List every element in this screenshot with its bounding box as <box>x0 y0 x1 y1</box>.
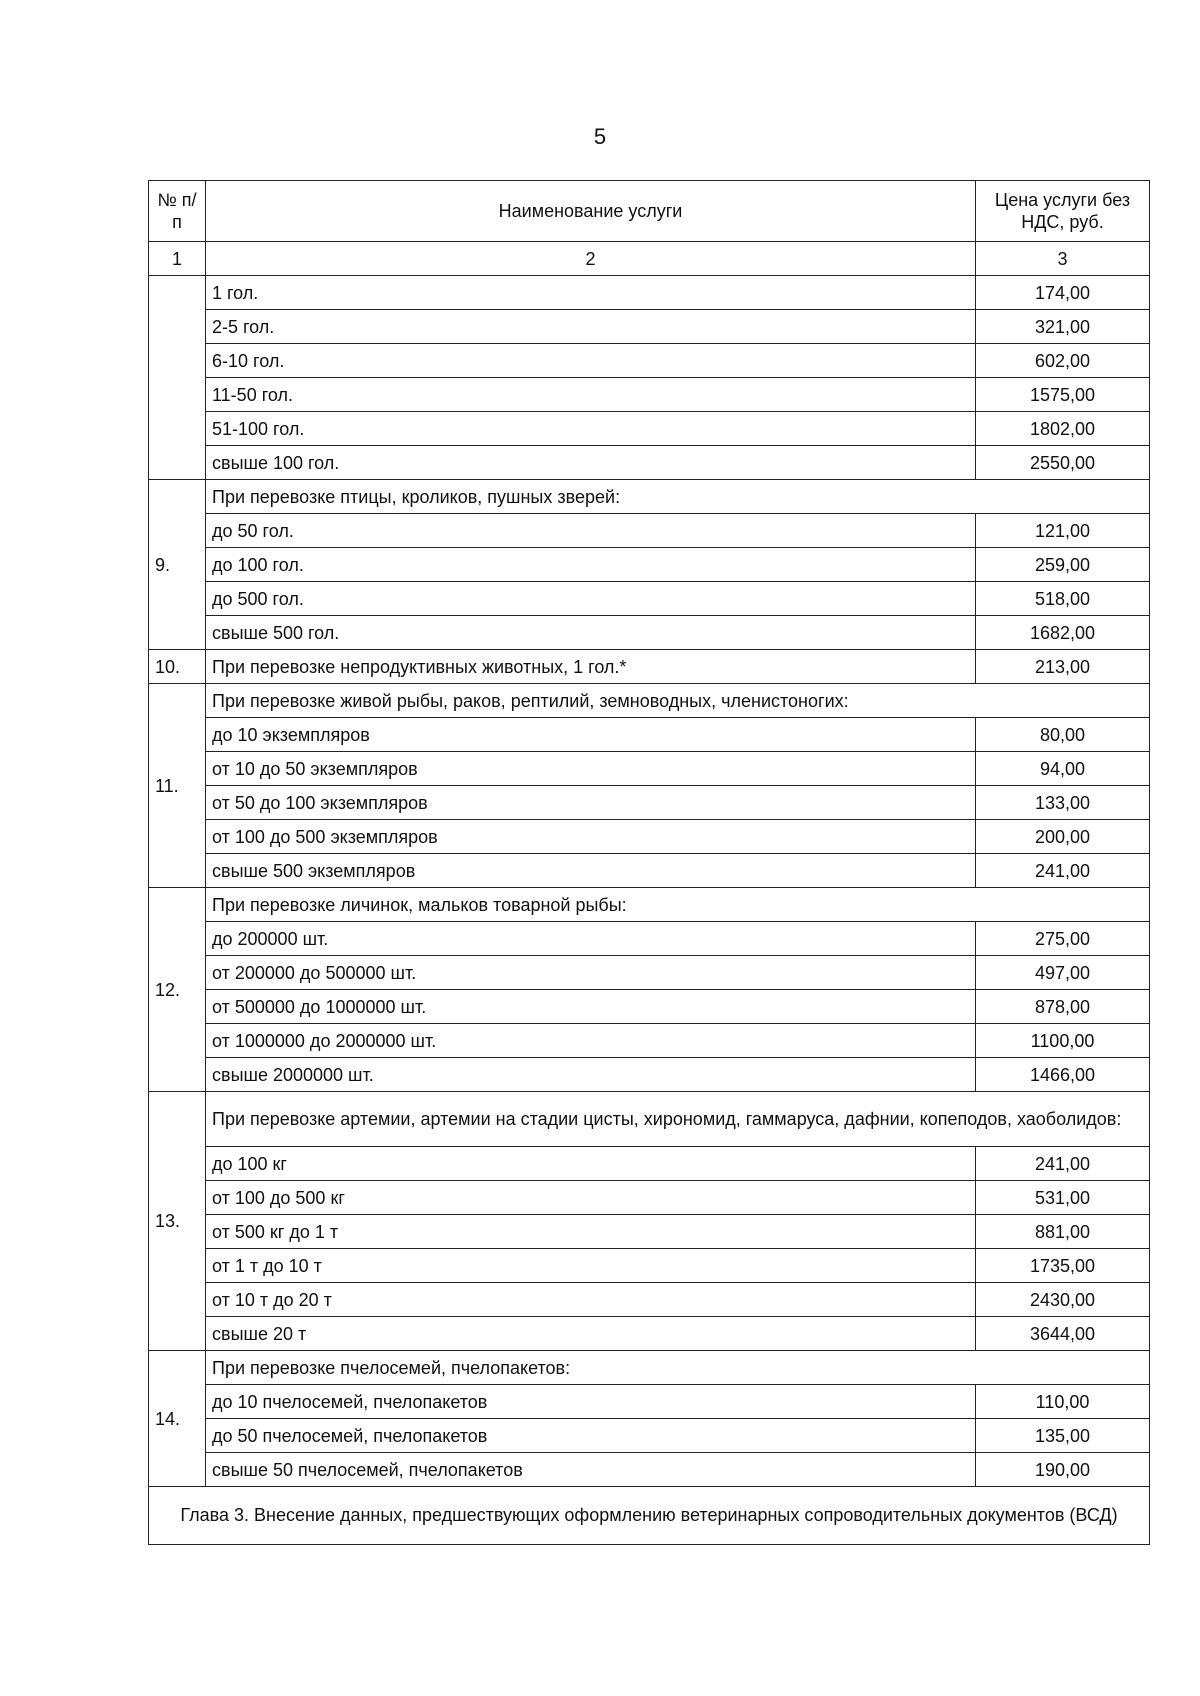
service-name: от 1 т до 10 т <box>206 1249 976 1283</box>
service-name: 2-5 гол. <box>206 310 976 344</box>
section-row <box>149 684 1150 718</box>
service-name: от 100 до 500 экземпляров <box>206 820 976 854</box>
table-row <box>149 1385 1150 1419</box>
service-name: свыше 500 гол. <box>206 616 976 650</box>
header-service-name: Наименование услуги <box>206 181 976 242</box>
service-name: до 500 гол. <box>206 582 976 616</box>
section-row <box>149 1092 1150 1147</box>
service-name: до 10 пчелосемей, пчелопакетов <box>206 1385 976 1419</box>
header-price: Цена услуги без НДС, руб. <box>976 181 1150 242</box>
service-price: 878,00 <box>976 990 1150 1024</box>
service-price: 2550,00 <box>976 446 1150 480</box>
table-row <box>149 412 1150 446</box>
table-row <box>149 1058 1150 1092</box>
row-number: 9. <box>149 480 206 650</box>
service-name: до 100 гол. <box>206 548 976 582</box>
service-name: до 100 кг <box>206 1147 976 1181</box>
table-row <box>149 956 1150 990</box>
chapter-row <box>149 1487 1150 1545</box>
section-title: При перевозке птицы, кроликов, пушных зверей: <box>206 480 1150 514</box>
service-price: 881,00 <box>976 1215 1150 1249</box>
row-number: 11. <box>149 684 206 888</box>
table-row <box>149 786 1150 820</box>
row-number: 13. <box>149 1092 206 1351</box>
service-price: 259,00 <box>976 548 1150 582</box>
column-number: 1 <box>149 242 206 276</box>
service-name: до 10 экземпляров <box>206 718 976 752</box>
section-row <box>149 888 1150 922</box>
service-price: 213,00 <box>976 650 1150 684</box>
table-row <box>149 378 1150 412</box>
service-name: от 10 т до 20 т <box>206 1283 976 1317</box>
service-price: 1100,00 <box>976 1024 1150 1058</box>
service-price: 2430,00 <box>976 1283 1150 1317</box>
service-price: 133,00 <box>976 786 1150 820</box>
section-title: При перевозке пчелосемей, пчелопакетов: <box>206 1351 1150 1385</box>
service-price: 497,00 <box>976 956 1150 990</box>
table-row <box>149 854 1150 888</box>
service-price: 80,00 <box>976 718 1150 752</box>
table-row <box>149 1249 1150 1283</box>
service-name: от 500 кг до 1 т <box>206 1215 976 1249</box>
table-row <box>149 446 1150 480</box>
service-price: 602,00 <box>976 344 1150 378</box>
price-table <box>148 180 1150 1545</box>
table-row <box>149 752 1150 786</box>
section-row <box>149 650 1150 684</box>
service-price: 190,00 <box>976 1453 1150 1487</box>
service-name: 11-50 гол. <box>206 378 976 412</box>
table-row <box>149 276 1150 310</box>
service-name: свыше 20 т <box>206 1317 976 1351</box>
page-number: 5 <box>593 124 607 149</box>
table-row <box>149 1147 1150 1181</box>
service-name: до 50 пчелосемей, пчелопакетов <box>206 1419 976 1453</box>
price-table-body <box>149 181 1150 1545</box>
service-price: 3644,00 <box>976 1317 1150 1351</box>
section-title: При перевозке непродуктивных животных, 1 гол.* <box>206 650 976 684</box>
service-price: 121,00 <box>976 514 1150 548</box>
table-row <box>149 718 1150 752</box>
table-row <box>149 1419 1150 1453</box>
service-price: 531,00 <box>976 1181 1150 1215</box>
chapter-heading: Глава 3. Внесение данных, предшествующих оформлению ветеринарных сопроводительных документов (ВСД) <box>149 1487 1150 1545</box>
table-row <box>149 1181 1150 1215</box>
service-name: от 200000 до 500000 шт. <box>206 956 976 990</box>
service-price: 321,00 <box>976 310 1150 344</box>
table-header-row <box>149 181 1150 242</box>
service-price: 1575,00 <box>976 378 1150 412</box>
table-row <box>149 616 1150 650</box>
service-price: 135,00 <box>976 1419 1150 1453</box>
service-name: 51-100 гол. <box>206 412 976 446</box>
table-row <box>149 548 1150 582</box>
service-price: 174,00 <box>976 276 1150 310</box>
table-row <box>149 310 1150 344</box>
row-number <box>149 276 206 480</box>
table-row <box>149 1453 1150 1487</box>
service-name: 1 гол. <box>206 276 976 310</box>
service-name: от 10 до 50 экземпляров <box>206 752 976 786</box>
section-title: При перевозке живой рыбы, раков, рептилий, земноводных, членистоногих: <box>206 684 1150 718</box>
table-row <box>149 344 1150 378</box>
table-row <box>149 1024 1150 1058</box>
service-price: 1802,00 <box>976 412 1150 446</box>
service-price: 241,00 <box>976 854 1150 888</box>
service-price: 94,00 <box>976 752 1150 786</box>
table-row <box>149 514 1150 548</box>
column-number: 3 <box>976 242 1150 276</box>
table-row <box>149 1283 1150 1317</box>
section-title: При перевозке личинок, мальков товарной рыбы: <box>206 888 1150 922</box>
section-row <box>149 1351 1150 1385</box>
service-name: от 100 до 500 кг <box>206 1181 976 1215</box>
header-number: № п/п <box>149 181 206 242</box>
table-row <box>149 990 1150 1024</box>
service-price: 1682,00 <box>976 616 1150 650</box>
section-title: При перевозке артемии, артемии на стадии цисты, хирономид, гаммаруса, дафнии, копеподов, хаоболидов: <box>206 1092 1150 1147</box>
service-price: 110,00 <box>976 1385 1150 1419</box>
service-name: свыше 500 экземпляров <box>206 854 976 888</box>
table-row <box>149 922 1150 956</box>
section-row <box>149 480 1150 514</box>
table-row <box>149 820 1150 854</box>
service-name: до 200000 шт. <box>206 922 976 956</box>
service-name: свыше 50 пчелосемей, пчелопакетов <box>206 1453 976 1487</box>
row-number: 10. <box>149 650 206 684</box>
service-price: 275,00 <box>976 922 1150 956</box>
service-price: 241,00 <box>976 1147 1150 1181</box>
row-number: 14. <box>149 1351 206 1487</box>
service-name: от 1000000 до 2000000 шт. <box>206 1024 976 1058</box>
service-price: 1466,00 <box>976 1058 1150 1092</box>
table-row <box>149 1317 1150 1351</box>
service-name: от 50 до 100 экземпляров <box>206 786 976 820</box>
service-price: 518,00 <box>976 582 1150 616</box>
column-number-row <box>149 242 1150 276</box>
service-price: 200,00 <box>976 820 1150 854</box>
service-name: от 500000 до 1000000 шт. <box>206 990 976 1024</box>
service-name: до 50 гол. <box>206 514 976 548</box>
service-name: 6-10 гол. <box>206 344 976 378</box>
service-name: свыше 2000000 шт. <box>206 1058 976 1092</box>
row-number: 12. <box>149 888 206 1092</box>
service-price: 1735,00 <box>976 1249 1150 1283</box>
column-number: 2 <box>206 242 976 276</box>
table-row <box>149 582 1150 616</box>
table-row <box>149 1215 1150 1249</box>
service-name: свыше 100 гол. <box>206 446 976 480</box>
